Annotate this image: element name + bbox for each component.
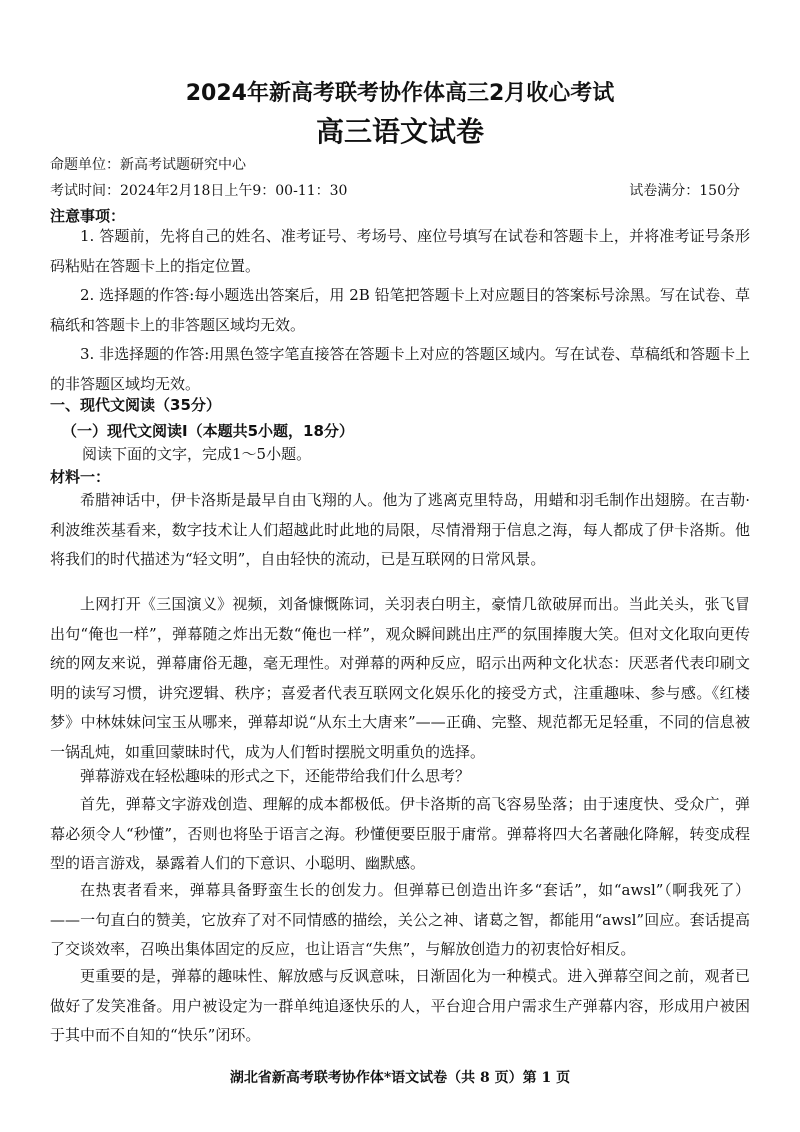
paragraph-1: 希腊神话中，伊卡洛斯是最早自由飞翔的人。他为了逃离克里特岛，用蜡和羽毛制作出翅膀。在吉勒·利波维茨基看来，数字技术让人们超越此时此地的局限，尽情滑翔于信息之海，每人都成了伊卡洛斯。他将我们的时代描述为“轻文明”，自由轻快的流动，已是互联网的日常风景。 [50, 491, 750, 568]
notice-item-3: 3. 非选择题的作答:用黑色签字笔直接答在答题卡上对应的答题区域内。写在试卷、草稿纸和答题卡上的非答题区域均无效。 [50, 345, 750, 393]
material-label: 材料一： [50, 468, 111, 486]
notice-heading: 注意事项： [50, 207, 126, 225]
paper-title: 高三语文试卷 [315, 115, 484, 148]
notice-item-2: 2. 选择题的作答:每小题选出答案后，用 2B 铅笔把答题卡上对应题目的答案标号涂黑。写在试卷、草稿纸和答题卡上的非答题区域均无效。 [50, 286, 750, 334]
notice-item-1: 1. 答题前，先将自己的姓名、准考证号、考场号、座位号填写在试卷和答题卡上，并将准考证号条形码粘贴在答题卡上的指定位置。 [50, 227, 750, 275]
exam-time: 考试时间：2024年2月18日上午9：00-11：30 [50, 183, 348, 199]
paragraph-5: 在热衷者看来，弹幕具备野蛮生长的创发力。但弹幕已创造出许多“套话”，如“awsl”（啊我死了）——一句直白的赞美，它放弃了对不同情感的描绘，关公之神、诸葛之智，都能用“awsl”回应。套话提高了交谈效率，召唤出集体固定的反应，也让语言“失焦”，与解放创造力的初衷恰好相反。 [50, 881, 750, 958]
paragraph-2: 上网打开《三国演义》视频，刘备慷慨陈词，关羽表白明主，豪情几欲破屏而出。当此关头，张飞冒出句“俺也一样”，弹幕随之炸出无数“俺也一样”，观众瞬间跳出庄严的氛围捧腹大笑。但对文化取向更传统的网友来说，弹幕庸俗无趣，毫无理性。对弹幕的两种反应，昭示出两种文化状态：厌恶者代表印刷文明的读写习惯，讲究逻辑、秩序；喜爱者代表互联网文化娱乐化的接受方式，注重趣味、参与感。《红楼梦》中林妹妹问宝玉从哪来，弹幕却说“从东土大唐来”——正确、完整、规范都无足轻重，不同的信息被一锅乱炖，如重回蒙昧时代，成为人们暂时摆脱文明重负的选择。 [50, 595, 750, 761]
paragraph-6: 更重要的是，弹幕的趣味性、解放感与反讽意味，日渐固化为一种模式。进入弹幕空间之前，观者已做好了发笑准备。用户被设定为一群单纯追逐快乐的人，平台迎合用户需求生产弹幕内容，形成用户被困于其中而不自知的“快乐”闭环。 [50, 967, 750, 1044]
page-footer: 湖北省新高考联考协作体*语文试卷（共 8 页）第 1 页 [229, 1070, 571, 1086]
setter-unit: 命题单位：新高考试题研究中心 [50, 157, 246, 173]
reading-instruction: 阅读下面的文字，完成1～5小题。 [82, 445, 312, 463]
section-subtitle: （一）现代文阅读Ⅰ（本题共5小题，18分） [62, 422, 354, 440]
section-title: 一、现代文阅读（35分） [50, 396, 221, 414]
exam-title: 2024年新高考联考协作体高三2月收心考试 [185, 81, 615, 106]
paragraph-3: 弹幕游戏在轻松趣味的形式之下，还能带给我们什么思考？ [80, 767, 471, 785]
full-score: 试卷满分：150分 [629, 183, 740, 199]
paragraph-4: 首先，弹幕文字游戏创造、理解的成本都极低。伊卡洛斯的高飞容易坠落；由于速度快、受众广，弹幕必须令人“秒懂”，否则也将坠于语言之海。秒懂便要臣服于庸常。弹幕将四大名著融化降解，转变成程型的语言游戏，暴露着人们的下意识、小聪明、幽默感。 [50, 795, 750, 872]
